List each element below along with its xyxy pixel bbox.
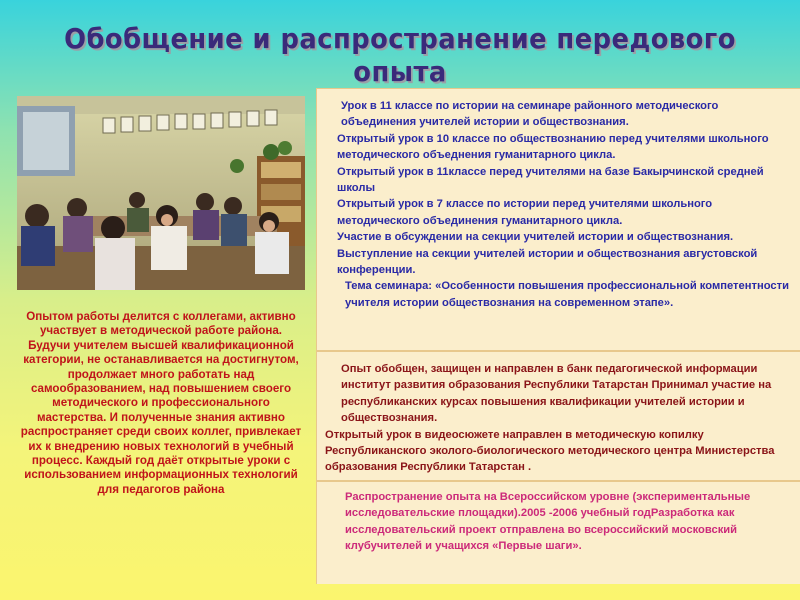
page-title: Обобщение и распространение передового опыта [64,22,736,88]
panel-item: Распространение опыта на Всероссийском уровне (экспериментальные исследовательские площадки).2005 -2006 учебный годРазработка как исследовательский проект отправлена во всероссийский московский клубучителей и учащихся «Первые шаги». [345,491,751,553]
caption-line: Будучи учителем высшей квалификационной категории, не останавливается на достигнутом, продолжает много работать над самообразованием, над повышением своего методического и профессионального мастерства. И полученные знания активно распространяет среди своих коллег, привлекает их к внедрению новых технологий в учебный процесс. Каждый год даёт открытые уроки с использованием информационных технологий для педагогов района [20,338,302,496]
panel-item: Участие в обсуждении на секции учителей истории и обществознания. [337,231,734,244]
experience-caption [16,310,306,497]
classroom-photo [17,96,305,290]
panel-item: Выступление на секции учителей истории и обществознания августовской конференции. [337,247,758,277]
panel-item: Открытый урок в видеосюжете направлен в методическую копилку Республиканского эколого-биологического методического центра Министерства образования Республики Татарстан . [325,428,775,474]
panel-item: Тема семинара: «Особенности повышения профессиональной компетентности учителя истории обществознания на современном этапе». [345,280,790,309]
caption-line: Опытом работы делится с коллегами, активно участвует в методической работе района. [26,310,296,338]
panel-item: Урок в 11 классе по истории на семинаре районного методического объединения учителей истории и обществознания. [341,100,719,129]
republic-level-panel [316,350,800,480]
panel-item: Открытый урок в 10 классе по обществознанию перед учителями школьного методического объеднения гуманитарного цикла. [337,132,769,162]
panel-item: Опыт обобщен, защищен и направлен в банк педагогической информации институт развития образования Республики Татарстан Принимал участие на республиканских курсах повышения квалификации учителей истории и обществознания. [341,363,772,425]
open-lessons-panel [316,88,800,350]
panel-item: Открытый урок в 7 классе по истории перед учителями школьного методического объединения гуманитарного цикла. [337,198,713,227]
federal-level-panel [316,480,800,584]
panel-item: Открытый урок в 11классе перед учителями на базе Бакырчинской средней школы [337,165,764,195]
